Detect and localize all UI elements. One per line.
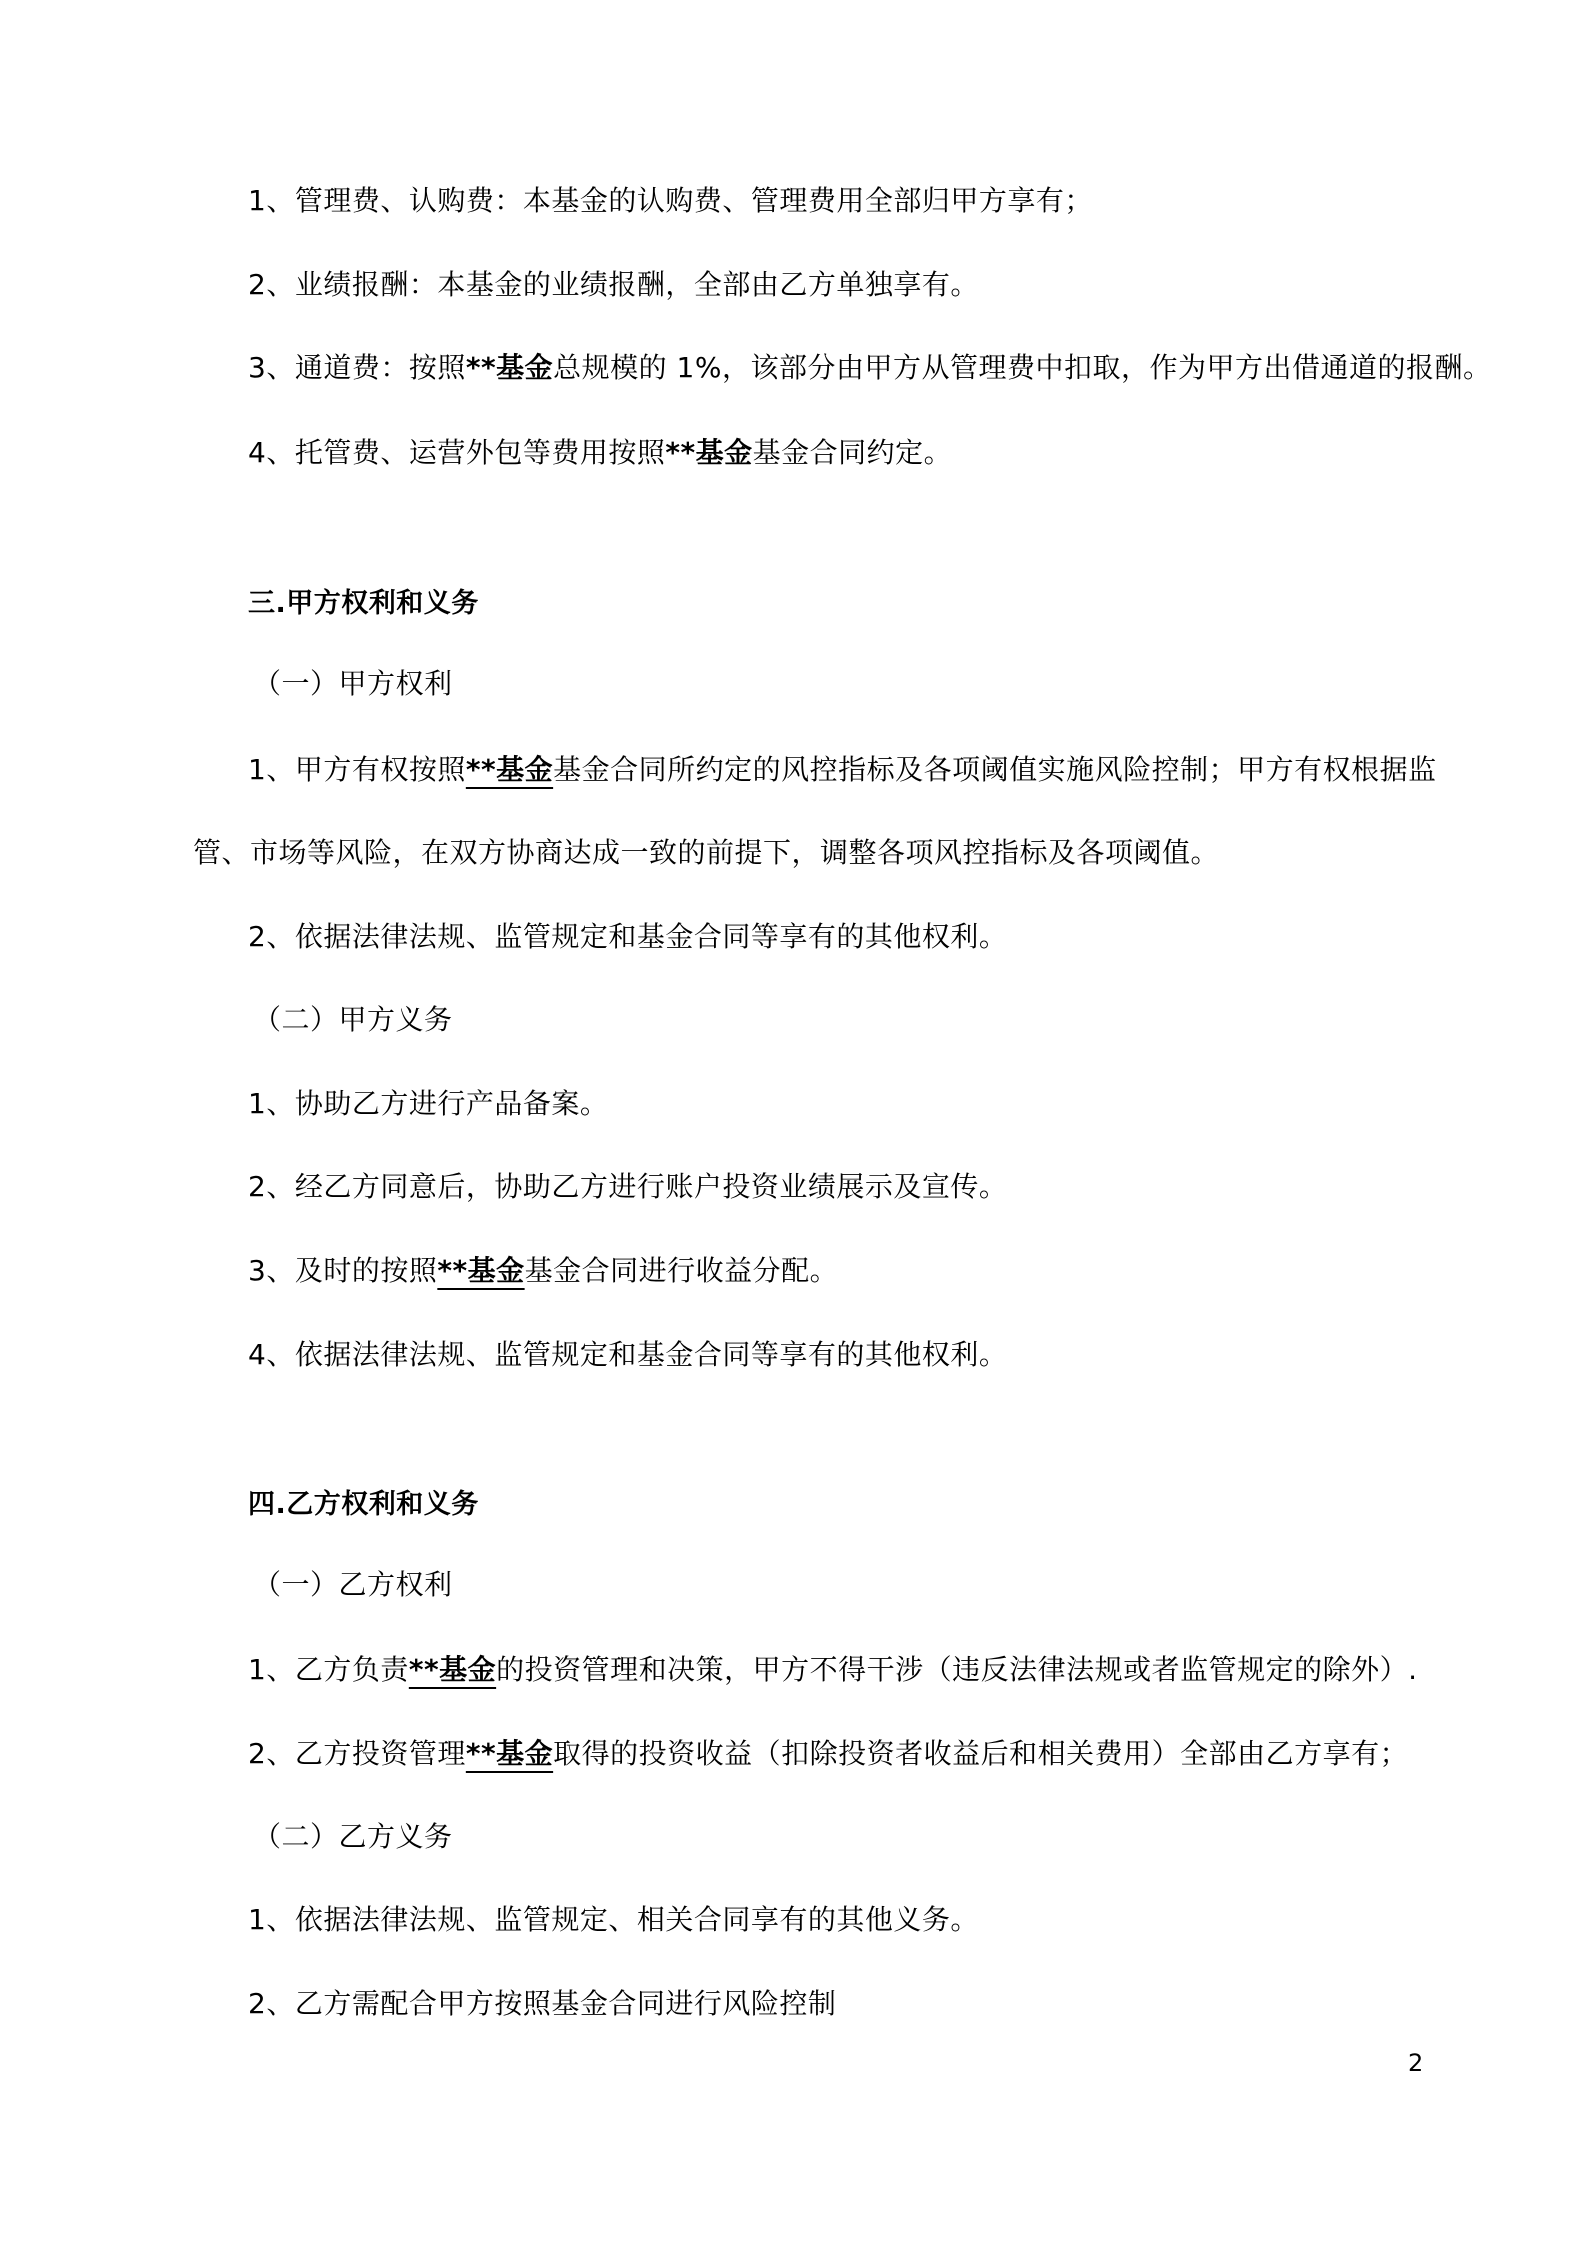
section-3-rights-item-2 [248, 920, 1007, 954]
item-text: 1、甲方有权按照 [248, 753, 466, 786]
item-text: 2、乙方投资管理 [248, 1737, 466, 1770]
fund-name-bold: **基金 [665, 436, 753, 469]
fee-item-4 [248, 436, 952, 470]
fee-item-text: 4、托管费、运营外包等费用按照 [248, 436, 666, 469]
section-3-rights-title: （一）甲方权利 [253, 667, 453, 700]
fund-name-underlined: **基金 [408, 1653, 497, 1686]
section-3-duties-item-2 [248, 1170, 1007, 1204]
item-text: 3、及时的按照 [248, 1254, 438, 1287]
section-3-duties-item-3 [248, 1254, 838, 1288]
fee-item-2 [248, 268, 979, 302]
section-4-duties-item-2 [248, 1987, 836, 2021]
item-text: 1、协助乙方进行产品备案。 [248, 1087, 609, 1120]
fee-item-text: 2、业绩报酬：本基金的业绩报酬，全部由乙方单独享有。 [248, 268, 979, 301]
section-3-duties-title: （二）甲方义务 [253, 1003, 453, 1036]
section-3-rights-item-1-cont [193, 836, 1219, 870]
fund-name-underlined: **基金 [465, 1737, 554, 1770]
page-number: 2 [1408, 2049, 1424, 2077]
section-3-duties-item-1 [248, 1087, 608, 1121]
fund-name-underlined: **基金 [437, 1254, 525, 1287]
section-4-duties-item-1 [248, 1903, 979, 1937]
item-text: 1、依据法律法规、监管规定、相关合同享有的其他义务。 [248, 1903, 979, 1936]
section-4-rights-item-2 [248, 1737, 1408, 1771]
item-text: 的投资管理和决策，甲方不得干涉（违反法律法规或者监管规定的除外）. [496, 1653, 1418, 1686]
section-4-rights-title: （一）乙方权利 [253, 1568, 453, 1601]
section-3-duties-item-4 [248, 1338, 1007, 1372]
section-3-rights-item-1 [248, 753, 1437, 787]
fee-item-1 [248, 184, 1093, 218]
fee-item-3 [248, 351, 1491, 385]
item-text: 管、市场等风险，在双方协商达成一致的前提下，调整各项风控指标及各项阈值。 [193, 836, 1220, 869]
item-text: 2、乙方需配合甲方按照基金合同进行风险控制 [248, 1987, 837, 2020]
fee-item-text: 基金合同约定。 [752, 436, 953, 469]
fund-name-bold: **基金 [465, 351, 554, 384]
fee-item-text: 1、管理费、认购费：本基金的认购费、管理费用全部归甲方享有； [248, 184, 1093, 217]
section-4-duties-title: （二）乙方义务 [253, 1820, 453, 1853]
fee-item-text: 总规模的 1%，该部分由甲方从管理费中扣取，作为甲方出借通道的报酬。 [553, 351, 1492, 384]
item-text: 取得的投资收益（扣除投资者收益后和相关费用）全部由乙方享有； [553, 1737, 1409, 1770]
section-4-title: 四.乙方权利和义务 [248, 1489, 479, 1520]
item-text: 2、经乙方同意后，协助乙方进行账户投资业绩展示及宣传。 [248, 1170, 1008, 1203]
item-text: 基金合同所约定的风控指标及各项阈值实施风险控制；甲方有权根据监 [553, 753, 1437, 786]
item-text: 基金合同进行收益分配。 [524, 1254, 839, 1287]
item-text: 2、依据法律法规、监管规定和基金合同等享有的其他权利。 [248, 920, 1008, 953]
section-4-rights-item-1 [248, 1653, 1418, 1687]
item-text: 4、依据法律法规、监管规定和基金合同等享有的其他权利。 [248, 1338, 1008, 1371]
item-text: 1、乙方负责 [248, 1653, 409, 1686]
fee-item-text: 3、通道费：按照 [248, 351, 466, 384]
section-3-title: 三.甲方权利和义务 [248, 588, 479, 619]
fund-name-underlined: **基金 [465, 753, 554, 786]
